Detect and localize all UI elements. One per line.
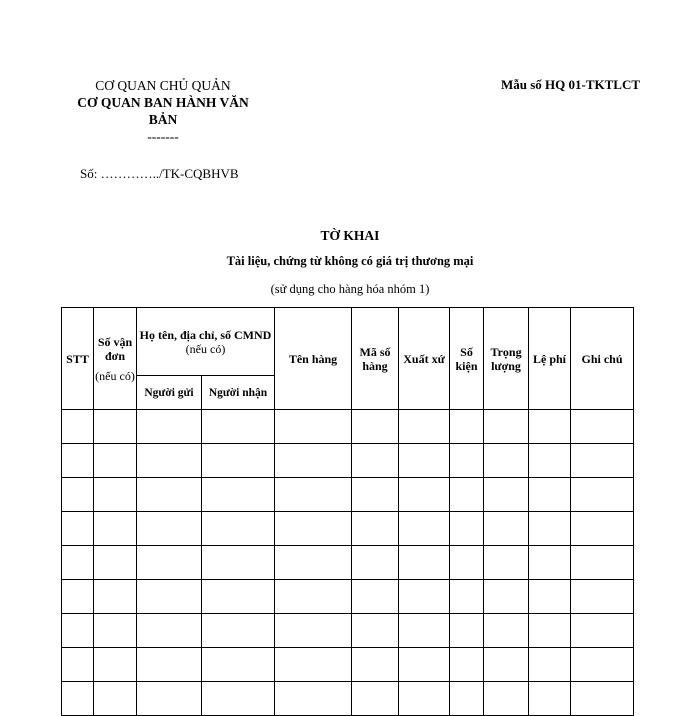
form-subtitle: Tài liệu, chứng từ không có giá trị thương mại [226,254,474,268]
table-cell [62,682,94,716]
declaration-table [61,307,634,716]
table-cell [202,682,275,716]
table-cell [571,580,634,614]
table-cell [352,614,399,648]
table-cell [571,444,634,478]
document-number: Số: …………../TK-CQBHVB [80,166,239,181]
table-cell [94,410,137,444]
header-receiver: Người nhận [202,376,275,410]
table-cell [529,682,571,716]
header-sender: Người gửi [137,376,202,410]
table-cell [352,478,399,512]
table-cell [529,648,571,682]
table-cell [275,444,352,478]
table-cell [399,682,450,716]
header-remarks: Ghi chú [571,308,634,410]
table-cell [352,444,399,478]
table-cell [275,614,352,648]
table-cell [450,444,484,478]
header-bill-of-lading-note: (nếu có) [95,368,135,383]
table-cell [202,478,275,512]
table-cell [275,410,352,444]
table-cell [62,546,94,580]
table-cell [94,648,137,682]
table-cell [94,614,137,648]
table-cell [202,614,275,648]
table-row [62,478,634,512]
header-person-info [137,308,275,376]
table-cell [484,478,529,512]
table-cell [450,648,484,682]
table-row [62,648,634,682]
table-cell [484,512,529,546]
table-cell [137,512,202,546]
table-row [62,614,634,648]
table-cell [137,546,202,580]
table-body [62,410,634,716]
form-title: TỜ KHAI [320,228,380,243]
separator-line: ------- [147,129,179,144]
table-cell [202,444,275,478]
header-package-count: Số kiện [450,308,484,410]
table-cell [399,478,450,512]
header-goods-name: Tên hàng [275,308,352,410]
table-cell [352,546,399,580]
table-cell [137,410,202,444]
table-row [62,410,634,444]
table-cell [529,614,571,648]
issuing-agency: CƠ QUAN BAN HÀNH VĂN BẢN [77,95,249,127]
table-row [62,682,634,716]
table-cell [571,410,634,444]
table-cell [94,546,137,580]
table-cell [275,478,352,512]
table-cell [275,546,352,580]
table-cell [571,682,634,716]
table-cell [399,614,450,648]
header-stt: STT [62,308,94,410]
table-cell [62,614,94,648]
agency-block [68,77,258,145]
table-cell [399,410,450,444]
table-cell [399,580,450,614]
table-cell [571,478,634,512]
table-cell [137,478,202,512]
table-cell [202,648,275,682]
header-origin: Xuất xứ [399,308,450,410]
table-cell [202,546,275,580]
table-cell [450,478,484,512]
table-cell [571,648,634,682]
table-cell [484,444,529,478]
table-cell [571,614,634,648]
table-cell [450,410,484,444]
table-cell [484,682,529,716]
table-cell [137,580,202,614]
table-cell [94,580,137,614]
table-cell [529,410,571,444]
table-cell [275,580,352,614]
table-cell [529,444,571,478]
table-cell [352,512,399,546]
table-cell [94,478,137,512]
table-cell [484,580,529,614]
table-cell [202,512,275,546]
table-cell [94,512,137,546]
header-bill-of-lading-label: Số vận đơn [97,334,133,363]
header-person-info-label: Họ tên, địa chỉ, số CMND [139,327,272,342]
table-cell [450,682,484,716]
table-cell [399,546,450,580]
table-cell [484,546,529,580]
table-row [62,512,634,546]
table-cell [529,546,571,580]
form-number: Mẫu số HQ 01-TKTLCT [500,77,640,92]
table-cell [62,478,94,512]
table-row [62,580,634,614]
table-cell [450,614,484,648]
table-cell [275,682,352,716]
form-note: (sử dụng cho hàng hóa nhóm 1) [270,282,430,296]
table-cell [275,648,352,682]
header-weight: Trọng lượng [484,308,529,410]
table-cell [399,648,450,682]
header-person-info-note: (nếu có) [185,341,226,356]
table-cell [450,580,484,614]
header-bill-of-lading [94,308,137,410]
table-cell [399,512,450,546]
table-cell [484,648,529,682]
table-cell [571,546,634,580]
table-cell [352,410,399,444]
table-cell [352,648,399,682]
table-cell [62,410,94,444]
table-row [62,444,634,478]
table-cell [484,410,529,444]
table-cell [62,580,94,614]
table-cell [484,614,529,648]
table-cell [62,444,94,478]
table-cell [399,444,450,478]
table-cell [529,512,571,546]
table-cell [571,512,634,546]
table-cell [529,478,571,512]
governing-agency: CƠ QUAN CHỦ QUẢN [95,78,231,93]
table-cell [352,580,399,614]
table-cell [275,512,352,546]
table-cell [94,444,137,478]
table-cell [202,580,275,614]
table-cell [137,648,202,682]
table-cell [94,682,137,716]
table-cell [62,512,94,546]
table-cell [352,682,399,716]
table-cell [62,648,94,682]
table-row [62,546,634,580]
table-cell [450,512,484,546]
header-fee: Lệ phí [529,308,571,410]
table-cell [137,682,202,716]
header-goods-code: Mã số hàng [352,308,399,410]
table-cell [137,444,202,478]
table-cell [202,410,275,444]
table-cell [529,580,571,614]
table-cell [137,614,202,648]
table-cell [450,546,484,580]
